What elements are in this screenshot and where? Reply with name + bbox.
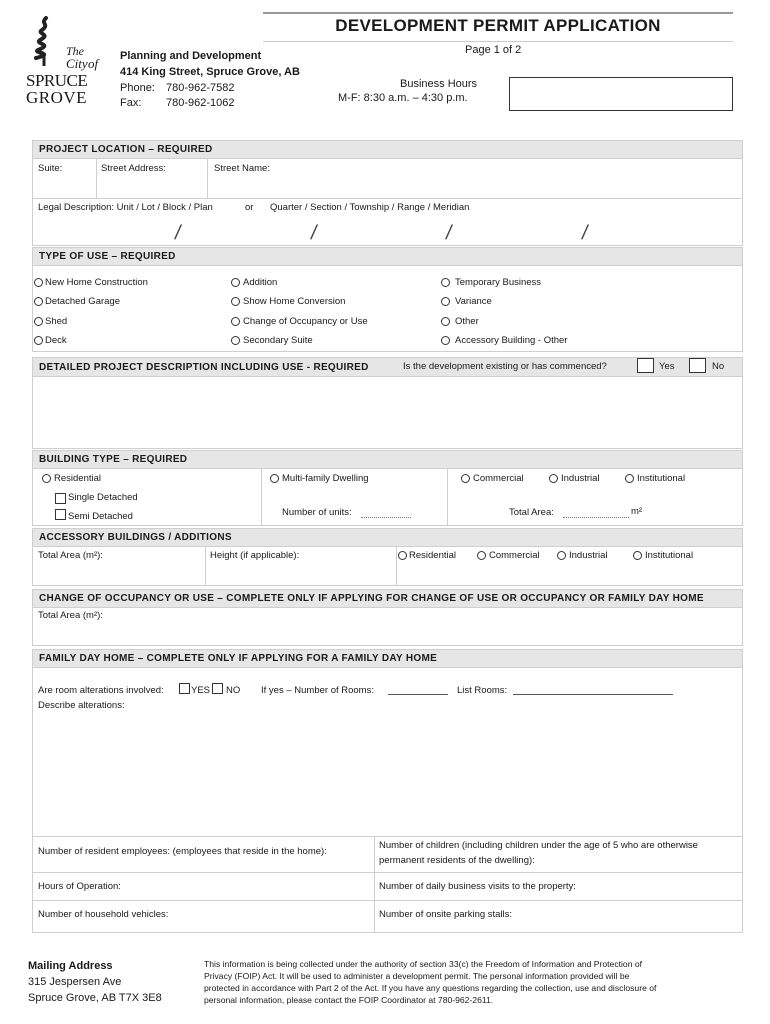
alterations-question: Are room alterations involved: [38,685,164,696]
suite-label: Suite: [38,163,63,174]
street-address-field[interactable] [97,176,206,198]
parking-stalls-label: Number of onsite parking stalls: [379,909,513,920]
industrial-label: Industrial [561,473,600,484]
project-location-heading: PROJECT LOCATION – REQUIRED [32,140,743,159]
business-hours-label: Business Hours [400,78,478,90]
semi-detached-checkbox[interactable] [55,509,66,520]
children-label-line1: Number of children (including children under the age of 5 who are otherwise [379,840,698,851]
radio-industrial[interactable] [549,474,558,483]
fax-number: 780-962-1062 [166,97,235,109]
foip-line: protected in accordance with Part 2 of the Act. If you have any questions regarding the collection, use and disclosure of [204,983,657,993]
radio-temporary-business[interactable] [441,278,450,287]
household-vehicles-label: Number of household vehicles: [38,909,169,920]
business-hours: M-F: 8:30 a.m. – 4:30 p.m. [338,92,468,104]
city-logo [26,16,106,108]
height-label: Height (if applicable): [210,550,300,561]
legal-description-label: Legal Description: Unit / Lot / Block / Plan [38,202,213,213]
office-use-box[interactable] [509,77,733,111]
logo-grove: GROVE [26,88,88,107]
list-rooms-field[interactable] [513,694,673,695]
radio-variance[interactable] [441,297,450,306]
type-label: Show Home Conversion [243,296,346,307]
change-occupancy-heading: CHANGE OF OCCUPANCY OR USE – COMPLETE ONLY IF APPLYING FOR CHANGE OF USE OR OCCUPANCY OR FAMILY DAY HOME [32,589,743,608]
type-label: Accessory Building - Other [455,335,568,346]
spruce-tree-icon [28,16,62,68]
separator-slash: / [444,222,454,244]
radio-deck[interactable] [34,336,43,345]
radio-multi-family[interactable] [270,474,279,483]
dept-name: Planning and Development [120,50,262,62]
institutional-label: Institutional [637,473,686,484]
type-label: New Home Construction [45,277,148,288]
semi-detached-label: Semi Detached [68,511,133,522]
resident-employees-label: Number of resident employees: (employees that reside in the home): [38,846,327,857]
phone-label: Phone: [120,82,155,94]
num-units-label: Number of units: [282,507,352,518]
mailing-street: 315 Jespersen Ave [28,976,122,988]
num-rooms-field[interactable] [388,694,448,695]
page-title: DEVELOPMENT PERMIT APPLICATION [335,16,661,35]
type-label: Other [455,316,479,327]
foip-line: personal information, please contact the FOIP Coordinator at 780-962-2611. [204,995,494,1005]
logo-of: of [88,56,99,71]
radio-residential[interactable] [42,474,51,483]
type-label: Deck [45,335,67,346]
or-label: or [245,202,254,213]
street-address-label: Street Address: [101,163,166,174]
radio-commercial[interactable] [461,474,470,483]
logo-spruce: SPRUCE [26,71,88,90]
commercial-label: Commercial [473,473,524,484]
type-label: Detached Garage [45,296,120,307]
foip-line: Privacy (FOIP) Act. It will be used to administer a development permit. The personal information provided will be [204,971,630,981]
radio-acc-residential[interactable] [398,551,407,560]
mailing-address-label: Mailing Address [28,960,113,972]
acc-residential-label: Residential [409,550,456,561]
radio-accessory-other[interactable] [441,336,450,345]
family-day-home-heading: FAMILY DAY HOME – COMPLETE ONLY IF APPLYING FOR A FAMILY DAY HOME [32,649,743,668]
radio-show-home[interactable] [231,297,240,306]
total-area-field[interactable] [563,517,629,518]
project-description-title: DETAILED PROJECT DESCRIPTION INCLUDING USE - REQUIRED [39,362,369,373]
radio-change-occupancy[interactable] [231,317,240,326]
logo-the: The [66,44,84,58]
acc-institutional-label: Institutional [645,550,694,561]
family-day-home-box [32,668,743,933]
single-detached-label: Single Detached [68,492,138,503]
single-detached-checkbox[interactable] [55,493,66,504]
acc-commercial-label: Commercial [489,550,540,561]
acc-industrial-label: Industrial [569,550,608,561]
street-name-field[interactable] [208,176,742,198]
change-occupancy-box [32,608,743,646]
logo-city: City [66,56,88,71]
dept-address: 414 King Street, Spruce Grove, AB [120,66,300,78]
radio-other[interactable] [441,317,450,326]
radio-detached-garage[interactable] [34,297,43,306]
alterations-yes-checkbox[interactable] [179,683,190,694]
square-metres-unit: m² [631,506,643,517]
street-name-label: Street Name: [214,163,270,174]
alterations-no-checkbox[interactable] [212,683,223,694]
existing-yes-label: Yes [659,361,675,372]
radio-acc-institutional[interactable] [633,551,642,560]
radio-new-home[interactable] [34,278,43,287]
project-description-field[interactable] [32,377,743,449]
type-label: Temporary Business [455,277,542,288]
existing-question: Is the development existing or has commenced? [403,361,607,372]
foip-line: This information is being collected under the authority of section 33(c) the Freedom of Information and Protection of [204,959,643,969]
hours-operation-label: Hours of Operation: [38,881,121,892]
existing-yes-checkbox[interactable] [637,358,654,373]
alterations-yes-label: YES [191,685,211,696]
page-number: Page 1 of 2 [465,44,522,56]
separator-slash: / [309,222,319,244]
radio-acc-industrial[interactable] [557,551,566,560]
num-rooms-label: If yes – Number of Rooms: [261,685,374,696]
radio-secondary-suite[interactable] [231,336,240,345]
type-label: Addition [243,277,278,288]
phone-number: 780-962-7582 [166,82,235,94]
mailing-city: Spruce Grove, AB T7X 3E8 [28,992,162,1004]
suite-field[interactable] [33,176,95,198]
residential-label: Residential [54,473,101,484]
total-area-label: Total Area: [509,507,554,518]
radio-acc-commercial[interactable] [477,551,486,560]
num-units-field[interactable] [361,517,411,518]
quarter-section-label: Quarter / Section / Township / Range / Meridian [270,202,470,213]
existing-no-checkbox[interactable] [689,358,706,373]
alterations-no-label: NO [226,685,241,696]
radio-addition[interactable] [231,278,240,287]
accessory-total-area-label: Total Area (m²): [38,550,103,561]
accessory-heading: ACCESSORY BUILDINGS / ADDITIONS [32,528,743,547]
radio-shed[interactable] [34,317,43,326]
existing-no-label: No [712,361,725,372]
describe-alterations-label: Describe alterations: [38,700,125,711]
type-label: Secondary Suite [243,335,313,346]
type-label: Variance [455,296,492,307]
building-type-heading: BUILDING TYPE – REQUIRED [32,450,743,469]
change-total-area-label: Total Area (m²): [38,610,103,621]
type-label: Change of Occupancy or Use [243,316,368,327]
separator-slash: / [580,222,590,244]
type-label: Shed [45,316,68,327]
foip-notice [204,958,656,1006]
separator-slash: / [173,222,183,244]
daily-visits-label: Number of daily business visits to the property: [379,881,576,892]
multi-family-label: Multi-family Dwelling [282,473,369,484]
list-rooms-label: List Rooms: [457,685,508,696]
type-of-use-heading: TYPE OF USE – REQUIRED [32,247,743,266]
radio-institutional[interactable] [625,474,634,483]
fax-label: Fax: [120,97,142,109]
children-label-line2: permanent residents of the dwelling): [379,855,535,866]
